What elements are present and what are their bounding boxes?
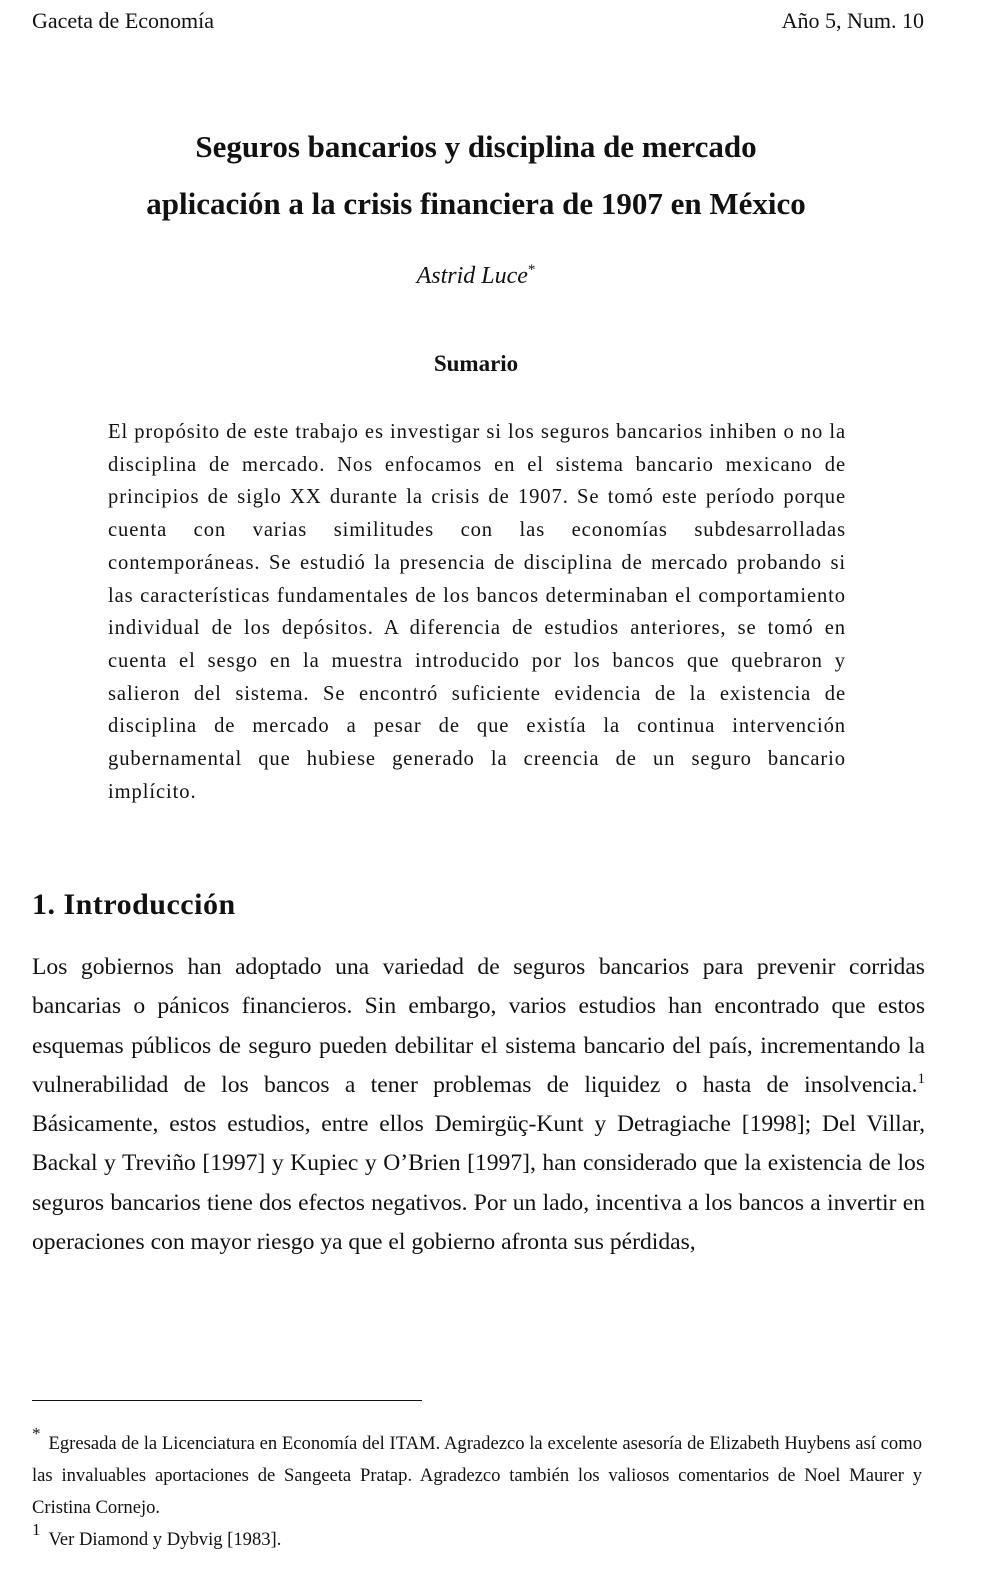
footnote-mark: * <box>32 1424 41 1443</box>
footnote-reference: 1 <box>917 1070 925 1087</box>
running-header <box>32 8 924 34</box>
footnote-mark: 1 <box>32 1520 41 1539</box>
footnote-text: Ver Diamond y Dybvig [1983]. <box>48 1529 282 1550</box>
issue-number: Año 5, Num. 10 <box>781 8 924 33</box>
footnotes <box>32 1424 922 1556</box>
footnote-author <box>32 1424 922 1524</box>
title-line-1: Seguros bancarios y disciplina de mercado <box>195 129 757 164</box>
author-name: Astrid Luce <box>416 263 528 289</box>
body-text-part-1: Los gobiernos han adoptado una variedad de seguros bancarios para prevenir corridas bancarias o pánicos financieros. Sin embargo, varios estudios han encontrado que estos esquemas públicos de seguro pueden debilitar el sistema bancario del país, incrementando la vulnerabilidad de los bancos a tener problemas de liquidez o hasta de insolvencia. <box>32 954 925 1098</box>
author-footnote-mark: * <box>527 262 536 278</box>
article-title <box>0 118 952 232</box>
footnote-text: Egresada de la Licenciatura en Economía del ITAM. Agradezco la excelente asesoría de Elizabeth Huybens así como las invaluables aportaciones de Sangeeta Pratap. Agradezco también los valiosos comentarios de Noel Maurer y Cristina Cornejo. <box>32 1433 922 1518</box>
body-paragraph <box>32 948 925 1262</box>
footnote-separator <box>32 1400 422 1401</box>
body-text-part-2: Básicamente, estos estudios, entre ellos Demirgüç-Kunt y Detragiache [1998]; Del Villar, Backal y Treviño [1997] y Kupiec y O’Brien [1997], han considerado que la existencia de los seguros bancarios tiene dos efectos negativos. Por un lado, incentiva a los bancos a invertir en operaciones con mayor riesgo ya que el gobierno afronta sus pérdidas, <box>32 1111 925 1256</box>
author-line <box>0 262 952 290</box>
section-heading: 1. Introducción <box>32 888 236 921</box>
abstract-text: El propósito de este trabajo es investigar si los seguros bancarios inhiben o no la disciplina de mercado. Nos enfocamos en el sistema bancario mexicano de principios de siglo XX durante la crisis de 1907. Se tomó este período porque cuenta con varias similitudes con las economías subdesarrolladas contemporáneas. Se estudió la presencia de disciplina de mercado probando si las características fundamentales de los bancos determinaban el comportamiento individual de los depósitos. A diferencia de estudios anteriores, se tomó en cuenta el sesgo en la muestra introducido por los bancos que quebraron y salieron del sistema. Se encontró suficiente evidencia de la existencia de disciplina de mercado a pesar de que existía la continua intervención gubernamental que hubiese generado la creencia de un seguro bancario implícito. <box>108 421 846 803</box>
journal-name: Gaceta de Economía <box>32 8 215 33</box>
title-line-2: aplicación a la crisis financiera de 1907 en México <box>146 186 806 221</box>
footnote-1 <box>32 1520 922 1556</box>
abstract-heading: Sumario <box>433 351 519 376</box>
